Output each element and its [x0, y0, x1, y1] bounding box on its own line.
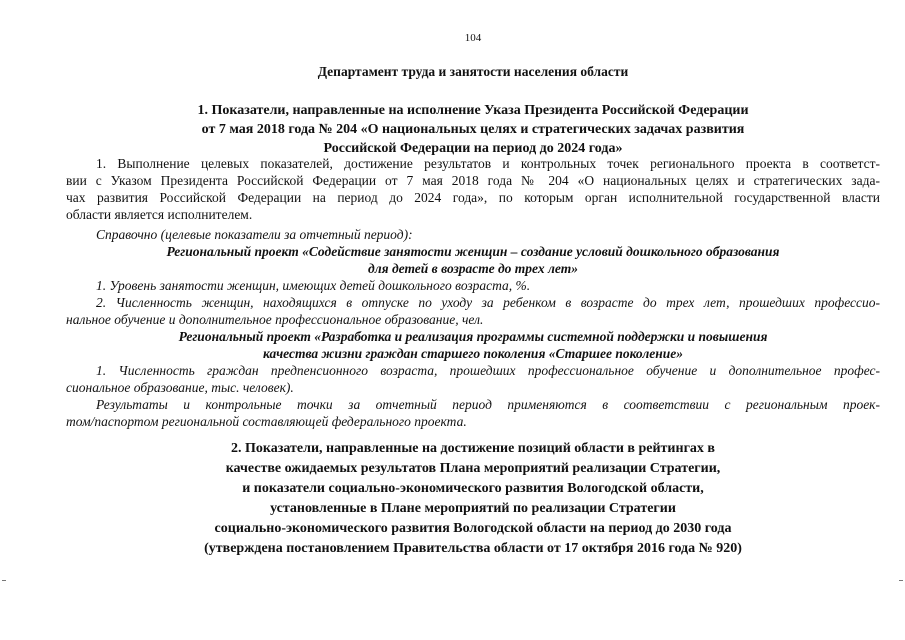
- section2-heading-line: (утверждена постановлением Правительства области от 17 октября 2016 года № 920): [204, 541, 742, 556]
- reference-intro: Справочно (целевые показатели за отчетный период):: [96, 227, 413, 242]
- section1-paragraph: [66, 155, 880, 223]
- paragraph-line: области является исполнителем.: [66, 207, 253, 222]
- paragraph-line: 1. Выполнение целевых показателей, достижение результатов и контрольных точек регионального проекта в соответст-: [96, 156, 880, 171]
- page-number: 104: [464, 32, 482, 44]
- reference-note: Результаты и контрольные точки за отчетный период применяются в соответствии с региональным проек-: [96, 397, 880, 412]
- project2-title-line: качества жизни граждан старшего поколения «Старшее поколение»: [262, 346, 683, 361]
- section2-heading: [66, 439, 880, 559]
- section1-heading-line: 1. Показатели, направленные на исполнение Указа Президента Российской Федерации: [197, 103, 749, 118]
- project1-item: 2. Численность женщин, находящихся в отпуске по уходу за ребенком в возрасте до трех лет, прошедших профессио-: [96, 295, 880, 310]
- section1-heading-line: от 7 мая 2018 года № 204 «О национальных целях и стратегических задачах развития: [201, 122, 745, 137]
- section1-heading: [66, 101, 880, 158]
- page-edge-mark: [899, 580, 903, 581]
- section2-heading-line: установленные в Плане мероприятий по реализации Стратегии: [270, 501, 676, 516]
- section2-heading-line: и показатели социально-экономического развития Вологодской области,: [242, 481, 704, 496]
- section1-heading-line: Российской Федерации на период до 2024 года»: [323, 141, 623, 156]
- project2-item: 1. Численность граждан предпенсионного возраста, прошедших профессиональное обучение и дополнительное профес-: [96, 363, 880, 378]
- section2-heading-line: 2. Показатели, направленные на достижение позиций области в рейтингах в: [231, 441, 715, 456]
- paragraph-line: чах развития Российской Федерации на период до 2024 года», по которым орган исполнительной государственной власти: [66, 190, 880, 205]
- project1-title-line: Региональный проект «Содействие занятости женщин – создание условий дошкольного образования: [166, 244, 780, 259]
- project1-title-line: для детей в возрасте до трех лет»: [368, 261, 578, 276]
- project2-title-line: Региональный проект «Разработка и реализация программы системной поддержки и повышения: [178, 329, 768, 344]
- reference-note: том/паспортом региональной составляющей федерального проекта.: [66, 414, 467, 429]
- page-edge-mark: [2, 580, 6, 581]
- section2-heading-line: социально-экономического развития Вологодской области на период до 2030 года: [214, 521, 732, 536]
- project2-item: сиональное образование, тыс. человек).: [66, 380, 294, 395]
- reference-block: [66, 226, 880, 430]
- paragraph-line: вии с Указом Президента Российской Федерации от 7 мая 2018 года № 204 «О национальных целях и стратегических зада-: [66, 173, 880, 188]
- department-heading: Департамент труда и занятости населения области: [317, 64, 629, 79]
- project1-item: нальное обучение и дополнительное профессиональное образование, чел.: [66, 312, 484, 327]
- section2-heading-line: качестве ожидаемых результатов Плана мероприятий реализации Стратегии,: [225, 461, 721, 476]
- project1-item: 1. Уровень занятости женщин, имеющих детей дошкольного возраста, %.: [96, 278, 531, 293]
